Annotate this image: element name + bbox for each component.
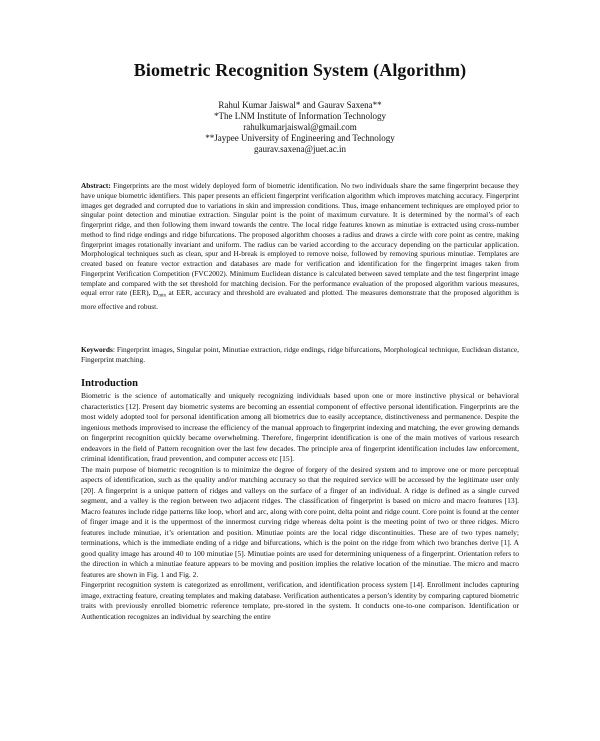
paper-title: Biometric Recognition System (Algorithm) <box>133 60 467 80</box>
author-names: Rahul Kumar Jaiswal* and Gaurav Saxena** <box>218 100 382 110</box>
abstract-text-1: Fingerprints are the most widely deployed form of biometric identification. No two individuals share the same fingerprint because they have unique biometric identifiers. This paper presents an efficient fingerprint verification algorithm which improves matching accuracy. Fingerprint images get degraded and corrupted due to variations in skin and impression conditions. Thus, image enhancement techniques are employed prior to singular point detection and minutiae extraction. Singular point is the point of maximum curvature. It is determined by the normal’s of each fingerprint ridge, and then following them inward towards the centre. The local ridge features known as minutiae is extracted using cross-number method to find ridge endings and ridge bifurcations. The proposed algorithm chooses a radius and draws a circle with core point as centre, making fingerprint images rotationally invariant and uniform. The radius can be varied according to the accuracy depending on the particular application. Morphological techniques such as clean, spur and H-break is employed to remove noise, followed by removing spurious minutiae. Templates are created based on feature vector extraction and databases are made for verification and identification for the fingerprint images taken from Fingerprint Verification Competition (FVC2002). Minimum Euclidean distance is calculated between saved template and the test fingerprint image template and compared with the set threshold for matching decision. For the performance evaluation of the proposed algorithm various measures, equal error rate (EER), D <box>81 181 519 298</box>
abstract-text-2: at EER, accuracy and threshold are evaluated and plotted. The measures demonstrate that the proposed algorithm is more effective and robust. <box>81 288 519 311</box>
introduction-body <box>81 391 519 622</box>
affiliation-1: *The LNM Institute of Information Technology <box>214 111 386 121</box>
intro-paragraph-3: Fingerprint recognition system is categorized as enrollment, verification, and identification process system [14]. Enrollment includes capturing image, extracting feature, creating templates and making database. Verification authenticates a person’s identity by comparing captured biometric traits with previously enrolled biometric reference template, pre-stored in the system. It conducts one-to-one comparison. Identification or Authentication recognizes an individual by searching the entire <box>81 580 519 621</box>
intro-paragraph-1: Biometric is the science of automatically and uniquely recognizing individuals based upon one or more instinctive physical or behavioral characteristics [12]. Present day biometric systems are becoming an essential component of effective personal identification. Fingerprints are the most widely adopted tool for personal identification among all biometrics due to easily acceptance, distinctiveness and permanence. Despite the ingenious methods improvised to increase the efficiency of the manual approach to fingerprint indexing and matching, the ever growing demands on fingerprint recognition quickly became overwhelming. Therefore, fingerprint identification is one of the main motives of various research endeavors in the field of Pattern recognition over the last few decades. The principle area of fingerprint identification includes law enforcement, criminal identification, fraud prevention, and computer access etc [15]. <box>81 391 519 463</box>
abstract-label: Abstract: <box>81 181 111 190</box>
keywords-text: : Fingerprint images, Singular point, Minutiae extraction, ridge endings, ridge bifurcations, Morphological technique, Euclidean distance, Fingerprint matching. <box>81 345 519 364</box>
author-block <box>0 100 600 155</box>
introduction-heading: Introduction <box>81 378 138 389</box>
abstract-subscript: min <box>158 293 167 299</box>
keywords-label: Keywords <box>81 345 113 354</box>
abstract <box>81 181 519 311</box>
intro-paragraph-2: The main purpose of biometric recognition is to minimize the degree of forgery of the desired system and to improve one or more perceptual aspects of identification, such as the quality and/or matching accuracy so that the required service will be accessed by the legitimate user only [20]. A fingerprint is a unique pattern of ridges and valleys on the surface of a finger of an individual. A ridge is defined as a single curved segment, and a valley is the region between two adjacent ridges. The classification of fingerprint is based on micro and macro features [13]. Macro features include ridge patterns like loop, whorl and arc, along with core point, delta point and ridge count. Core point is found at the center of finger image and it is the uppermost of the innermost curving ridge whereas delta point is the meeting point of two or three ridges. Micro features include minutiae, it’s orientation and position. Minutiae points are the local ridge discontinuities. These are of two types namely; terminations, which is the immediate ending of a ridge and bifurcations, which is the point on the ridge from which two branches derive [1]. A good quality image has around 40 to 100 minutiae [5]. Minutiae points are used for determining uniqueness of a fingerprint. Orientation refers to the direction in which a minutiae feature appears to be moving and position implies the relative location of the minutiae. The micro and macro features are shown in Fig. 1 and Fig. 2. <box>81 464 519 579</box>
email-1: rahulkumarjaiswal@gmail.com <box>243 122 357 132</box>
email-2: gaurav.saxena@juet.ac.in <box>254 144 346 154</box>
keywords <box>81 345 519 365</box>
affiliation-2: **Jaypee University of Engineering and Technology <box>205 133 395 143</box>
